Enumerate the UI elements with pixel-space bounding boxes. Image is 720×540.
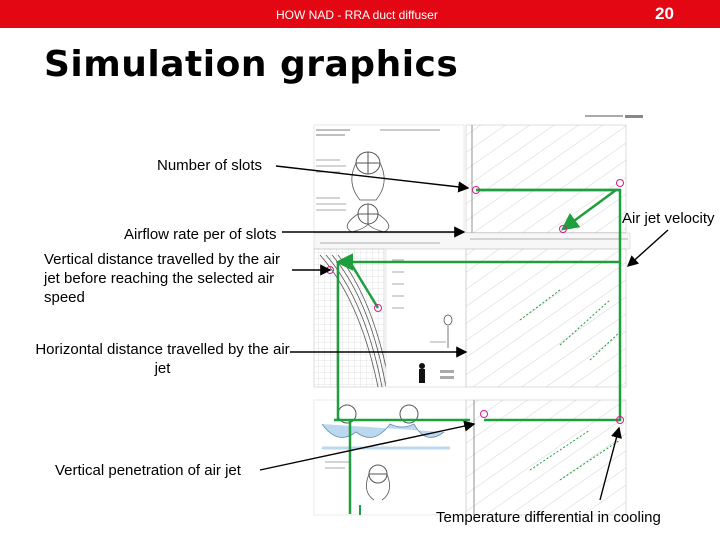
chart-page-header	[585, 115, 643, 118]
slide-title: Simulation graphics	[44, 44, 459, 85]
label-number-of-slots: Number of slots	[157, 157, 263, 174]
label-horizontal-distance: Horizontal distance travelled by the air jet	[35, 341, 290, 377]
airflow-grid	[466, 125, 626, 233]
temperature-chart	[466, 400, 626, 515]
airflow-axis-strip	[314, 233, 630, 249]
label-vertical-penetration: Vertical penetration of air jet	[55, 462, 241, 479]
label-temperature-differential: Temperature differential in cooling	[436, 509, 661, 526]
label-airflow-rate: Airflow rate per of slots	[124, 226, 277, 243]
label-vertical-distance: Vertical distance travelled by the air jet before reaching the selected air speed	[44, 251, 280, 306]
horizontal-distance-chart	[466, 249, 626, 387]
page-number: 20	[655, 4, 674, 23]
label-air-jet-velocity: Air jet velocity	[622, 210, 715, 227]
header-title: HOW NAD - RRA duct diffuser	[276, 8, 438, 22]
